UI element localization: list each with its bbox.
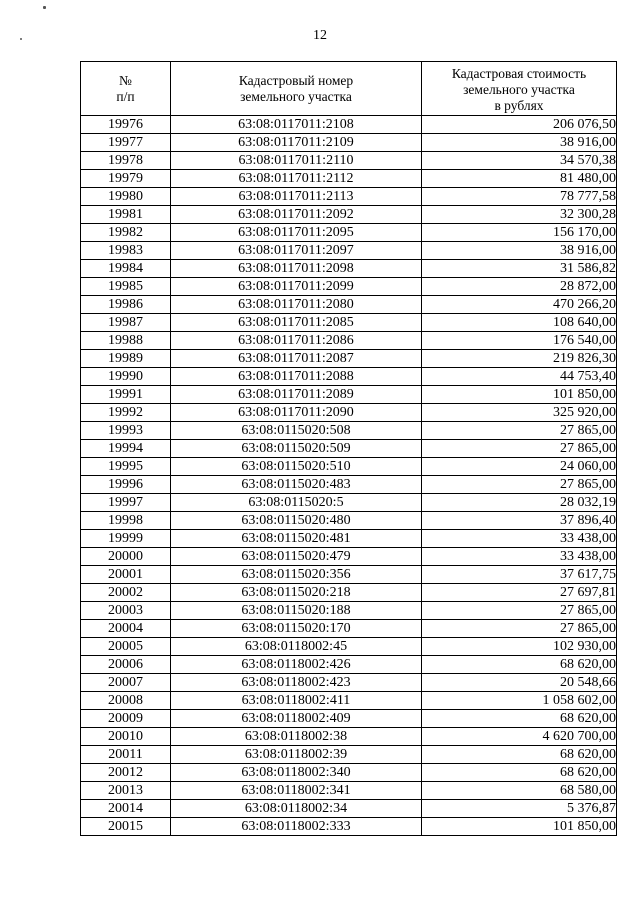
table-row — [81, 440, 617, 458]
cadastral-value-cell: 108 640,00 — [422, 314, 617, 332]
table-row — [81, 782, 617, 800]
cadastral-value-cell: 37 617,75 — [422, 566, 617, 584]
cadastral-number-cell: 63:08:0118002:45 — [171, 638, 422, 656]
cadastral-number-cell: 63:08:0117011:2099 — [171, 278, 422, 296]
table-row — [81, 260, 617, 278]
cadastral-value-cell: 27 697,81 — [422, 584, 617, 602]
cadastral-value-cell: 27 865,00 — [422, 620, 617, 638]
cadastral-number-cell: 63:08:0118002:423 — [171, 674, 422, 692]
cadastral-number-cell: 63:08:0118002:426 — [171, 656, 422, 674]
table-row — [81, 728, 617, 746]
cadastral-value-cell: 27 865,00 — [422, 476, 617, 494]
table-row — [81, 602, 617, 620]
row-number-cell: 20012 — [81, 764, 171, 782]
row-number-cell: 20011 — [81, 746, 171, 764]
table-row — [81, 512, 617, 530]
cadastral-number-cell: 63:08:0117011:2087 — [171, 350, 422, 368]
cadastral-number-cell: 63:08:0115020:479 — [171, 548, 422, 566]
row-number-cell: 19986 — [81, 296, 171, 314]
row-number-cell: 19983 — [81, 242, 171, 260]
row-number-cell: 19978 — [81, 152, 171, 170]
cadastral-value-cell: 470 266,20 — [422, 296, 617, 314]
cadastral-value-cell: 101 850,00 — [422, 818, 617, 836]
cadastral-number-cell: 63:08:0118002:39 — [171, 746, 422, 764]
cadastral-value-cell: 156 170,00 — [422, 224, 617, 242]
table-row — [81, 314, 617, 332]
row-number-cell: 19989 — [81, 350, 171, 368]
table-row — [81, 206, 617, 224]
header-row-number-label: № п/п — [116, 72, 135, 104]
cadastral-value-cell: 1 058 602,00 — [422, 692, 617, 710]
row-number-cell: 20014 — [81, 800, 171, 818]
row-number-cell: 19976 — [81, 116, 171, 134]
row-number-cell: 19980 — [81, 188, 171, 206]
row-number-cell: 19982 — [81, 224, 171, 242]
cadastral-value-cell: 101 850,00 — [422, 386, 617, 404]
cadastral-value-cell: 78 777,58 — [422, 188, 617, 206]
cadastral-number-cell: 63:08:0115020:218 — [171, 584, 422, 602]
table-row — [81, 188, 617, 206]
scan-speck — [43, 6, 46, 9]
table-row — [81, 386, 617, 404]
page-number: 12 — [313, 28, 327, 43]
cadastral-number-cell: 63:08:0117011:2089 — [171, 386, 422, 404]
cadastral-value-cell: 27 865,00 — [422, 440, 617, 458]
table-row — [81, 764, 617, 782]
table-row — [81, 368, 617, 386]
cadastral-number-cell: 63:08:0117011:2085 — [171, 314, 422, 332]
row-number-cell: 19988 — [81, 332, 171, 350]
cadastral-value-cell: 68 620,00 — [422, 746, 617, 764]
cadastral-value-cell: 28 872,00 — [422, 278, 617, 296]
cadastral-number-cell: 63:08:0115020:508 — [171, 422, 422, 440]
cadastral-number-cell: 63:08:0118002:411 — [171, 692, 422, 710]
cadastral-number-cell: 63:08:0115020:5 — [171, 494, 422, 512]
cadastral-number-cell: 63:08:0117011:2080 — [171, 296, 422, 314]
cadastral-value-cell: 102 930,00 — [422, 638, 617, 656]
cadastral-number-cell: 63:08:0117011:2109 — [171, 134, 422, 152]
cadastral-value-cell: 37 896,40 — [422, 512, 617, 530]
row-number-cell: 19991 — [81, 386, 171, 404]
cadastral-value-cell: 20 548,66 — [422, 674, 617, 692]
row-number-cell: 20008 — [81, 692, 171, 710]
table-row — [81, 134, 617, 152]
cadastral-value-cell: 68 620,00 — [422, 710, 617, 728]
header-row-number — [81, 62, 171, 116]
table-row — [81, 638, 617, 656]
row-number-cell: 19997 — [81, 494, 171, 512]
cadastral-value-cell: 28 032,19 — [422, 494, 617, 512]
cadastral-number-cell: 63:08:0117011:2112 — [171, 170, 422, 188]
cadastral-number-cell: 63:08:0115020:170 — [171, 620, 422, 638]
cadastral-value-cell: 24 060,00 — [422, 458, 617, 476]
cadastral-value-cell: 68 620,00 — [422, 764, 617, 782]
table-row — [81, 674, 617, 692]
cadastral-number-cell: 63:08:0117011:2090 — [171, 404, 422, 422]
table-row — [81, 530, 617, 548]
cadastral-number-cell: 63:08:0117011:2097 — [171, 242, 422, 260]
cadastral-value-cell: 68 580,00 — [422, 782, 617, 800]
cadastral-number-cell: 63:08:0115020:481 — [171, 530, 422, 548]
row-number-cell: 19996 — [81, 476, 171, 494]
row-number-cell: 20009 — [81, 710, 171, 728]
cadastral-number-cell: 63:08:0118002:409 — [171, 710, 422, 728]
row-number-cell: 19985 — [81, 278, 171, 296]
table-row — [81, 656, 617, 674]
table-header-row — [81, 62, 617, 116]
row-number-cell: 19979 — [81, 170, 171, 188]
table-row — [81, 548, 617, 566]
cadastral-value-cell: 33 438,00 — [422, 530, 617, 548]
cadastral-number-cell: 63:08:0118002:333 — [171, 818, 422, 836]
table-row — [81, 116, 617, 134]
table-row — [81, 818, 617, 836]
cadastral-value-cell: 4 620 700,00 — [422, 728, 617, 746]
row-number-cell: 19998 — [81, 512, 171, 530]
table-row — [81, 476, 617, 494]
cadastral-value-cell: 33 438,00 — [422, 548, 617, 566]
cadastral-value-cell: 176 540,00 — [422, 332, 617, 350]
cadastral-value-cell: 219 826,30 — [422, 350, 617, 368]
table-row — [81, 800, 617, 818]
row-number-cell: 20000 — [81, 548, 171, 566]
cadastral-value-cell: 27 865,00 — [422, 422, 617, 440]
cadastral-number-cell: 63:08:0117011:2092 — [171, 206, 422, 224]
table-row — [81, 242, 617, 260]
table-row — [81, 458, 617, 476]
row-number-cell: 19999 — [81, 530, 171, 548]
row-number-cell: 19995 — [81, 458, 171, 476]
table-row — [81, 710, 617, 728]
row-number-cell: 20005 — [81, 638, 171, 656]
cadastral-number-cell: 63:08:0117011:2095 — [171, 224, 422, 242]
table-row — [81, 692, 617, 710]
row-number-cell: 19990 — [81, 368, 171, 386]
cadastral-value-cell: 38 916,00 — [422, 134, 617, 152]
table-row — [81, 422, 617, 440]
row-number-cell: 19987 — [81, 314, 171, 332]
row-number-cell: 19993 — [81, 422, 171, 440]
row-number-cell: 19984 — [81, 260, 171, 278]
table-row — [81, 746, 617, 764]
row-number-cell: 20010 — [81, 728, 171, 746]
row-number-cell: 19992 — [81, 404, 171, 422]
cadastral-value-cell: 81 480,00 — [422, 170, 617, 188]
cadastral-value-cell: 34 570,38 — [422, 152, 617, 170]
cadastral-number-cell: 63:08:0115020:483 — [171, 476, 422, 494]
table-body — [81, 116, 617, 836]
table-row — [81, 494, 617, 512]
row-number-cell: 20002 — [81, 584, 171, 602]
cadastral-number-cell: 63:08:0118002:341 — [171, 782, 422, 800]
row-number-cell: 20003 — [81, 602, 171, 620]
cadastral-number-cell: 63:08:0117011:2110 — [171, 152, 422, 170]
row-number-cell: 19994 — [81, 440, 171, 458]
header-cadastral-number — [171, 62, 422, 116]
table-row — [81, 170, 617, 188]
row-number-cell: 20015 — [81, 818, 171, 836]
header-cadastral-value-label: Кадастровая стоимость земельного участка в рублях — [451, 66, 587, 113]
cadastral-number-cell: 63:08:0117011:2088 — [171, 368, 422, 386]
cadastral-number-cell: 63:08:0115020:188 — [171, 602, 422, 620]
cadastral-value-table — [80, 61, 617, 836]
row-number-cell: 20013 — [81, 782, 171, 800]
table-row — [81, 278, 617, 296]
cadastral-number-cell: 63:08:0115020:356 — [171, 566, 422, 584]
cadastral-number-cell: 63:08:0115020:509 — [171, 440, 422, 458]
cadastral-number-cell: 63:08:0118002:34 — [171, 800, 422, 818]
cadastral-value-cell: 38 916,00 — [422, 242, 617, 260]
cadastral-value-cell: 27 865,00 — [422, 602, 617, 620]
cadastral-number-cell: 63:08:0118002:38 — [171, 728, 422, 746]
header-cadastral-number-label: Кадастровый номер земельного участка — [238, 72, 354, 104]
table-row — [81, 332, 617, 350]
cadastral-value-cell: 44 753,40 — [422, 368, 617, 386]
row-number-cell: 19981 — [81, 206, 171, 224]
table-row — [81, 224, 617, 242]
table-row — [81, 620, 617, 638]
row-number-cell: 20004 — [81, 620, 171, 638]
cadastral-value-cell: 32 300,28 — [422, 206, 617, 224]
cadastral-number-cell: 63:08:0117011:2098 — [171, 260, 422, 278]
cadastral-number-cell: 63:08:0115020:510 — [171, 458, 422, 476]
table-row — [81, 296, 617, 314]
table-row — [81, 350, 617, 368]
table-row — [81, 404, 617, 422]
table-row — [81, 152, 617, 170]
cadastral-value-cell: 325 920,00 — [422, 404, 617, 422]
row-number-cell: 20007 — [81, 674, 171, 692]
cadastral-number-cell: 63:08:0118002:340 — [171, 764, 422, 782]
cadastral-value-cell: 5 376,87 — [422, 800, 617, 818]
cadastral-value-cell: 68 620,00 — [422, 656, 617, 674]
cadastral-number-cell: 63:08:0115020:480 — [171, 512, 422, 530]
table-row — [81, 566, 617, 584]
cadastral-number-cell: 63:08:0117011:2086 — [171, 332, 422, 350]
row-number-cell: 19977 — [81, 134, 171, 152]
table-row — [81, 584, 617, 602]
cadastral-number-cell: 63:08:0117011:2108 — [171, 116, 422, 134]
cadastral-number-cell: 63:08:0117011:2113 — [171, 188, 422, 206]
row-number-cell: 20001 — [81, 566, 171, 584]
cadastral-value-cell: 31 586,82 — [422, 260, 617, 278]
cadastral-value-cell: 206 076,50 — [422, 116, 617, 134]
header-cadastral-value — [422, 62, 617, 116]
row-number-cell: 20006 — [81, 656, 171, 674]
